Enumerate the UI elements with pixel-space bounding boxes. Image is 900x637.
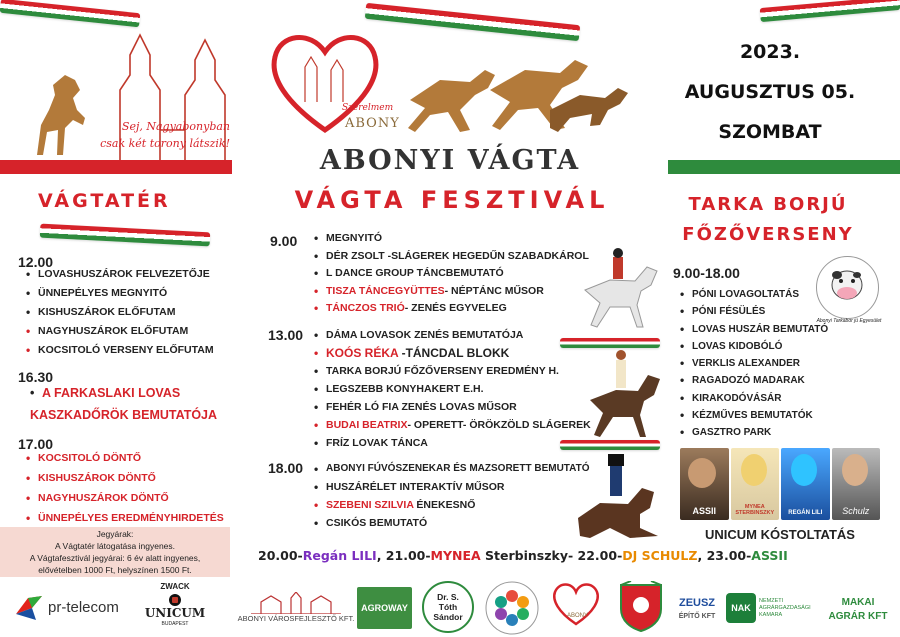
zeusz-logo: ZEUSZ ÉPÍTŐ KFT — [678, 596, 716, 620]
list-item: • KIRAKODÓVÁSÁR — [680, 390, 828, 407]
ticket-line3: elővételben 1000 Ft, helyszínen 1500 Ft. — [38, 565, 192, 575]
mid-time-1300: 13.00 — [268, 327, 304, 343]
list-item: • TÁNCZOS TRIÓ- ZENÉS EGYVELEG — [314, 300, 589, 318]
subtitle: VÁGTA FESZTIVÁL — [294, 186, 610, 214]
ticket-line2: A Vágtafesztivál jegyárai: 6 év alatt ingyenes, — [29, 553, 201, 563]
heart-logo-small-text: Szerelmem — [342, 103, 394, 113]
left-time-1700: 17.00 — [18, 436, 54, 452]
list-item: • L DANCE GROUP TÁNCBEMUTATÓ — [314, 265, 589, 283]
tagline — [70, 118, 230, 152]
list-item: • ÜNNEPÉLYES MEGNYITÓ — [26, 284, 214, 303]
list-item: • FRÍZ LOVAK TÁNCA — [314, 434, 591, 452]
list-item: • SZEBENI SZILVIA ÉNEKESNŐ — [314, 496, 590, 514]
list-item: • KOÓS RÉKA -TÁNCDAL BLOKK — [314, 344, 591, 362]
list-item: • KÉZMŰVES BEMUTATÓK — [680, 407, 828, 424]
evening-lineup: 20.00-Regán LILI, 21.00-MYNEA Sterbinszky- 22.00-DJ SCHULZ, 23.00-ASSII — [258, 548, 788, 563]
list-item: • DÉR ZSOLT -SLÁGEREK HEGEDŰN SZABADKÁROL — [314, 248, 589, 266]
artist-mynea: MYNEA — [430, 548, 481, 563]
abony-heart-logo: ABONY — [550, 580, 605, 632]
list-item: • NAGYHUSZÁROK ELŐFUTAM — [26, 322, 214, 341]
artist-label: REGÁN LILI — [788, 510, 823, 516]
tagline-line1: Sej, Nagyabonyban — [121, 120, 230, 133]
main-title: ABONYI VÁGTA — [319, 145, 581, 176]
makai-logo: MAKAI AGRÁR KFT — [828, 597, 888, 622]
nak-logo: NAK NEMZETI AGRÁRGAZDASÁGI KAMARA — [726, 588, 816, 628]
tarka-borju-line2: FŐZŐVERSENY — [682, 224, 854, 245]
farkaslaki-block: • A FARKASLAKI LOVAS KASZKADŐRÖK BEMUTATÓJA — [30, 382, 217, 426]
header-green-bar — [668, 160, 900, 174]
artist-regan: Regán LILI — [302, 548, 377, 563]
city-skyline-icon — [251, 592, 341, 614]
artist-label: ASSII — [692, 506, 716, 516]
nak-emblem-icon: NAK — [726, 593, 756, 623]
list-item: • RAGADOZÓ MADARAK — [680, 372, 828, 389]
cow-logo-caption: Abonyi Tarkabor jú Egyesület — [816, 318, 882, 324]
list-item: • LEGSZEBB KONYHAKERT E.H. — [314, 380, 591, 398]
list-item: • VERKLIS ALEXANDER — [680, 355, 828, 372]
list-item: • ÜNNEPÉLYES EREDMÉNYHIRDETÉS — [26, 508, 224, 528]
artist-photo — [731, 448, 780, 520]
list-item: • NAGYHUSZÁROK DÖNTŐ — [26, 488, 224, 508]
list-item: • PÓNI LOVAGOLTATÁS — [680, 286, 828, 303]
list-item: • ABONYI FÚVÓSZENEKAR ÉS MAZSORETT BEMUTATÓ — [314, 460, 590, 478]
list-item: • KOCSITOLÓ DÖNTŐ — [26, 448, 224, 468]
heart-icon — [550, 580, 602, 628]
unicum-tasting: UNICUM KÓSTOLTATÁS — [705, 527, 855, 542]
mid-list-1300 — [314, 326, 591, 452]
list-item: • LOVASHUSZÁROK FELVEZETŐJE — [26, 265, 214, 284]
list-item: • TARKA BORJÚ FŐZŐVERSENY EREDMÉNY H. — [314, 362, 591, 380]
heart-logo-abony: ABONY — [345, 116, 400, 131]
white-horse-rider-photo — [575, 245, 665, 330]
unicum-bottle-icon — [169, 594, 181, 606]
list-item: • MEGNYITÓ — [314, 230, 589, 248]
hungarian-flag-ribbon — [760, 0, 900, 22]
list-item: • DÁMA LOVASOK ZENÉS BEMUTATÓJA — [314, 326, 591, 344]
ticket-line1: A Vágtatér látogatása ingyenes. — [54, 541, 176, 551]
right-list — [680, 286, 828, 442]
left-time-1200: 12.00 — [18, 254, 54, 270]
list-item: • FEHÉR LÓ FIA ZENÉS LOVAS MŰSOR — [314, 398, 591, 416]
left-list-1700 — [26, 448, 224, 528]
festival-flower-logo — [484, 580, 540, 636]
artist-schulz: DJ SCHULZ — [622, 548, 698, 563]
farkaslaki-line2: KASZKADŐRÖK BEMUTATÓJA — [30, 408, 218, 422]
artist-photos — [680, 448, 880, 520]
artist-photo — [781, 448, 830, 520]
date-day: AUGUSZTUS 05. — [684, 81, 856, 103]
list-item: • LOVAS KIDOBÓLÓ — [680, 338, 828, 355]
ticket-box — [0, 527, 230, 577]
list-item: • HUSZÁRÉLET INTERAKTÍV MŰSOR — [314, 478, 590, 496]
artist-photo — [680, 448, 729, 520]
mid-time-1800: 18.00 — [268, 460, 304, 476]
header-red-bar — [0, 160, 232, 174]
prtelecom-logo: pr-telecom — [14, 590, 134, 625]
artist-photo — [832, 448, 881, 520]
ticket-title: Jegyárak: — [96, 529, 134, 539]
galloping-horses-illustration — [400, 40, 630, 140]
vagtater-title: VÁGTATÉR — [38, 190, 171, 212]
right-time: 9.00-18.00 — [673, 265, 740, 281]
artist-assii: ASSII — [751, 548, 788, 563]
event-date — [665, 32, 875, 152]
date-weekday: SZOMBAT — [718, 121, 822, 143]
varosfejleszto-logo: ABONYI VÁROSFEJLESZTŐ KFT. — [236, 585, 356, 630]
list-item: • BUDAI BEATRIX- OPERETT- ÖRÖKZÖLD SLÁGEREK — [314, 416, 591, 434]
left-list-1200 — [26, 265, 214, 360]
mid-list-1800 — [314, 460, 590, 532]
zwack-unicum-logo: ZWACK UNICUM BUDAPEST — [144, 582, 206, 627]
mid-time-900: 9.00 — [270, 233, 298, 249]
list-item: • TISZA TÁNCEGYÜTTES- NÉPTÁNC MŰSOR — [314, 283, 589, 301]
tarka-borju-title — [668, 190, 868, 250]
football-club-crest-icon — [617, 581, 665, 633]
mid-list-900 — [314, 230, 589, 318]
list-item: • KISHUSZÁROK DÖNTŐ — [26, 468, 224, 488]
artist-label: MYNEA STERBINSZKY — [735, 504, 775, 516]
agroway-logo: AGROWAY — [357, 587, 412, 629]
hungarian-flag-ribbon — [365, 3, 580, 41]
hungarian-flag-ribbon — [40, 224, 210, 247]
list-item: • LOVAS HUSZÁR BEMUTATÓ — [680, 321, 828, 338]
list-item: • GASZTRO PARK — [680, 424, 828, 441]
hussar-horse-photo — [570, 448, 665, 543]
dark-horse-rider-photo — [578, 345, 668, 440]
dr-s-toth-sandor-logo: Dr. S. Tóth Sándor — [422, 581, 474, 633]
list-item: • PÓNI FÉSÜLÉS — [680, 303, 828, 320]
list-item: • KOCSITOLÓ VERSENY ELŐFUTAM — [26, 341, 214, 360]
left-time-1630: 16.30 — [18, 369, 54, 385]
tarka-borju-line1: TARKA BORJÚ — [688, 194, 848, 215]
tagline-line2: csak két torony látszik! — [100, 137, 230, 150]
prtelecom-bird-icon — [14, 594, 44, 622]
artist-label: Schulz — [842, 506, 870, 516]
farkaslaki-line1: A FARKASLAKI LOVAS — [42, 386, 181, 400]
list-item: • KISHUSZÁROK ELŐFUTAM — [26, 303, 214, 322]
list-item: • CSIKÓS BEMUTATÓ — [314, 514, 590, 532]
date-year: 2023. — [739, 41, 801, 63]
